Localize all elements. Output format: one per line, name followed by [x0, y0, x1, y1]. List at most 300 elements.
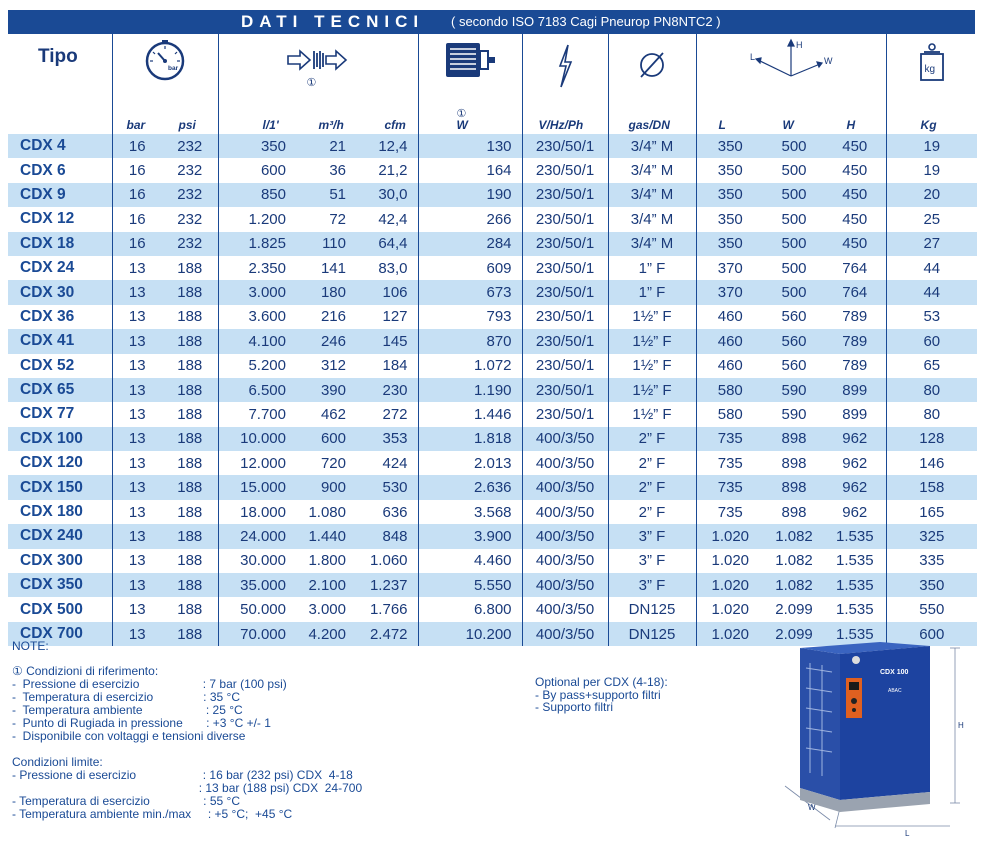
- note-line: : 13 bar (188 psi) CDX 24-700: [12, 781, 363, 795]
- cell-width: 500: [764, 280, 824, 304]
- cell-width: 500: [764, 134, 824, 158]
- cell-width: 590: [764, 402, 824, 426]
- cell-bar: 16: [112, 134, 162, 158]
- cell-width: 1.082: [764, 549, 824, 573]
- cell-power-w: 1.072: [418, 354, 522, 378]
- cell-power-w: 164: [418, 158, 522, 182]
- cell-model: CDX 4: [8, 134, 112, 158]
- header-row: [8, 34, 977, 134]
- cell-flow-lmin: 7.700: [218, 402, 296, 426]
- cell-weight: 19: [886, 134, 977, 158]
- cell-flow-m3h: 36: [296, 158, 356, 182]
- tipo-header: Tipo: [38, 46, 78, 67]
- cell-model: CDX 52: [8, 354, 112, 378]
- cell-gas-connection: 3/4” M: [608, 183, 696, 207]
- cell-psi: 188: [162, 329, 218, 353]
- cell-voltage: 230/50/1: [522, 134, 608, 158]
- cell-bar: 13: [112, 451, 162, 475]
- cell-model: CDX 6: [8, 158, 112, 182]
- table-body: [8, 134, 977, 646]
- note-line: - Punto di Rugiada in pressione : +3 °C +/- 1: [12, 716, 271, 730]
- cell-flow-cfm: 1.237: [356, 573, 418, 597]
- cell-gas-connection: 3” F: [608, 573, 696, 597]
- cell-bar: 16: [112, 207, 162, 231]
- cell-weight: 80: [886, 402, 977, 426]
- cell-flow-cfm: 83,0: [356, 256, 418, 280]
- cell-width: 898: [764, 451, 824, 475]
- table-row: [8, 232, 977, 256]
- cell-voltage: 230/50/1: [522, 158, 608, 182]
- cell-length: 1.020: [696, 622, 764, 646]
- cell-model: CDX 24: [8, 256, 112, 280]
- table-row: [8, 280, 977, 304]
- cell-flow-cfm: 230: [356, 378, 418, 402]
- cell-gas-connection: 2” F: [608, 475, 696, 499]
- cell-voltage: 230/50/1: [522, 183, 608, 207]
- diameter-icon: [609, 50, 696, 85]
- cell-weight: 65: [886, 354, 977, 378]
- cell-psi: 232: [162, 183, 218, 207]
- electric-bolt-icon: [523, 44, 608, 93]
- cell-height: 962: [824, 427, 886, 451]
- cell-model: CDX 240: [8, 524, 112, 548]
- cell-length: 1.020: [696, 524, 764, 548]
- cell-flow-lmin: 3.600: [218, 305, 296, 329]
- cell-weight: 165: [886, 500, 977, 524]
- cell-voltage: 400/3/50: [522, 427, 608, 451]
- cell-flow-cfm: 127: [356, 305, 418, 329]
- cell-gas-connection: 1½” F: [608, 329, 696, 353]
- cell-psi: 188: [162, 475, 218, 499]
- unit-gas: gas/DN: [628, 118, 670, 132]
- table-title: DATI TECNICI: [241, 12, 425, 31]
- reference-mark-flow: ①: [306, 77, 317, 89]
- cell-model: CDX 120: [8, 451, 112, 475]
- cell-weight: 60: [886, 329, 977, 353]
- cell-flow-lmin: 1.200: [218, 207, 296, 231]
- cell-power-w: 793: [418, 305, 522, 329]
- cell-weight: 146: [886, 451, 977, 475]
- cell-width: 500: [764, 158, 824, 182]
- cell-width: 1.082: [764, 573, 824, 597]
- cell-power-w: 4.460: [418, 549, 522, 573]
- cell-flow-m3h: 180: [296, 280, 356, 304]
- cell-weight: 27: [886, 232, 977, 256]
- cell-flow-m3h: 1.080: [296, 500, 356, 524]
- cell-flow-cfm: 145: [356, 329, 418, 353]
- cell-psi: 188: [162, 305, 218, 329]
- cell-voltage: 400/3/50: [522, 524, 608, 548]
- cell-height: 764: [824, 280, 886, 304]
- cell-weight: 350: [886, 573, 977, 597]
- cell-flow-lmin: 10.000: [218, 427, 296, 451]
- cell-power-w: 3.568: [418, 500, 522, 524]
- cell-width: 590: [764, 378, 824, 402]
- cell-length: 460: [696, 329, 764, 353]
- cell-flow-m3h: 312: [296, 354, 356, 378]
- table-row: [8, 183, 977, 207]
- cell-model: CDX 700: [8, 622, 112, 646]
- cell-psi: 232: [162, 207, 218, 231]
- cell-weight: 158: [886, 475, 977, 499]
- svg-text:H: H: [796, 40, 803, 50]
- cell-weight: 550: [886, 597, 977, 621]
- optional-line: Optional per CDX (4-18):: [535, 675, 668, 689]
- cell-length: 735: [696, 427, 764, 451]
- cell-height: 1.535: [824, 524, 886, 548]
- cell-psi: 188: [162, 597, 218, 621]
- cell-flow-cfm: 42,4: [356, 207, 418, 231]
- table-row: [8, 207, 977, 231]
- cell-psi: 188: [162, 451, 218, 475]
- air-flow-icon: [219, 48, 418, 77]
- unit-bar: bar: [126, 118, 146, 132]
- cell-length: 460: [696, 354, 764, 378]
- cell-height: 764: [824, 256, 886, 280]
- cell-flow-cfm: 272: [356, 402, 418, 426]
- cell-height: 450: [824, 183, 886, 207]
- unit-lmin: l/1': [262, 118, 279, 132]
- cell-model: CDX 9: [8, 183, 112, 207]
- cell-length: 735: [696, 451, 764, 475]
- svg-text:L: L: [750, 52, 756, 62]
- unit-kg: Kg: [920, 118, 937, 132]
- svg-text:kg: kg: [924, 64, 935, 75]
- unit-Wd: W: [782, 118, 794, 132]
- cell-power-w: 1.818: [418, 427, 522, 451]
- cell-power-w: 673: [418, 280, 522, 304]
- cell-flow-m3h: 2.100: [296, 573, 356, 597]
- cell-height: 789: [824, 305, 886, 329]
- cell-power-w: 284: [418, 232, 522, 256]
- cell-flow-m3h: 110: [296, 232, 356, 256]
- machine-model-label: CDX 100: [880, 669, 909, 676]
- cell-voltage: 230/50/1: [522, 305, 608, 329]
- motor-icon: [419, 42, 522, 83]
- cell-flow-cfm: 636: [356, 500, 418, 524]
- cell-model: CDX 500: [8, 597, 112, 621]
- cell-model: CDX 77: [8, 402, 112, 426]
- cell-gas-connection: 3/4” M: [608, 232, 696, 256]
- table-row: [8, 256, 977, 280]
- table-row: [8, 158, 977, 182]
- cell-psi: 232: [162, 232, 218, 256]
- cell-gas-connection: 1½” F: [608, 354, 696, 378]
- cell-bar: 13: [112, 549, 162, 573]
- cell-flow-lmin: 1.825: [218, 232, 296, 256]
- cell-flow-m3h: 72: [296, 207, 356, 231]
- technical-data-sheet: [8, 10, 975, 646]
- cell-flow-lmin: 6.500: [218, 378, 296, 402]
- unit-H: H: [846, 118, 856, 132]
- cell-voltage: 400/3/50: [522, 622, 608, 646]
- cell-flow-m3h: 900: [296, 475, 356, 499]
- cell-height: 450: [824, 158, 886, 182]
- cell-flow-cfm: 30,0: [356, 183, 418, 207]
- cell-gas-connection: 3/4” M: [608, 134, 696, 158]
- cell-voltage: 400/3/50: [522, 451, 608, 475]
- cell-length: 1.020: [696, 597, 764, 621]
- cell-gas-connection: 3/4” M: [608, 207, 696, 231]
- cell-flow-m3h: 600: [296, 427, 356, 451]
- cell-gas-connection: 1” F: [608, 256, 696, 280]
- cell-length: 1.020: [696, 573, 764, 597]
- cell-flow-cfm: 21,2: [356, 158, 418, 182]
- cell-length: 580: [696, 402, 764, 426]
- cell-model: CDX 30: [8, 280, 112, 304]
- cell-width: 500: [764, 256, 824, 280]
- cell-width: 898: [764, 500, 824, 524]
- cell-flow-m3h: 390: [296, 378, 356, 402]
- cell-flow-lmin: 3.000: [218, 280, 296, 304]
- table-subtitle: ( secondo ISO 7183 Cagi Pneurop PN8NTC2 ): [451, 14, 721, 29]
- cell-voltage: 400/3/50: [522, 597, 608, 621]
- cell-height: 899: [824, 402, 886, 426]
- cell-height: 962: [824, 500, 886, 524]
- cell-weight: 600: [886, 622, 977, 646]
- cell-bar: 13: [112, 475, 162, 499]
- cell-voltage: 230/50/1: [522, 329, 608, 353]
- cell-weight: 128: [886, 427, 977, 451]
- note-line: - Pressione di esercizio : 7 bar (100 psi): [12, 677, 287, 691]
- cell-psi: 188: [162, 524, 218, 548]
- cell-length: 735: [696, 475, 764, 499]
- cell-weight: 19: [886, 158, 977, 182]
- note-line: - Disponibile con voltaggi e tensioni diverse: [12, 729, 246, 743]
- svg-text:bar: bar: [168, 65, 179, 72]
- cell-width: 500: [764, 232, 824, 256]
- cell-flow-m3h: 720: [296, 451, 356, 475]
- cell-bar: 13: [112, 500, 162, 524]
- cell-flow-lmin: 5.200: [218, 354, 296, 378]
- reference-mark-power: ①: [456, 108, 467, 120]
- cell-bar: 16: [112, 158, 162, 182]
- cell-flow-m3h: 462: [296, 402, 356, 426]
- table-row: [8, 597, 977, 621]
- cell-bar: 13: [112, 329, 162, 353]
- note-line: - Temperatura ambiente min./max : +5 °C; +45 °C: [12, 807, 293, 821]
- cell-gas-connection: 2” F: [608, 500, 696, 524]
- cell-model: CDX 150: [8, 475, 112, 499]
- cell-flow-lmin: 35.000: [218, 573, 296, 597]
- cell-power-w: 5.550: [418, 573, 522, 597]
- table-row: [8, 524, 977, 548]
- cell-flow-cfm: 2.472: [356, 622, 418, 646]
- cell-height: 1.535: [824, 622, 886, 646]
- cell-power-w: 870: [418, 329, 522, 353]
- dimension-W-label: W: [808, 803, 816, 812]
- cell-power-w: 190: [418, 183, 522, 207]
- unit-vhz: V/Hz/Ph: [538, 118, 584, 132]
- cell-power-w: 266: [418, 207, 522, 231]
- dimension-L-label: L: [905, 829, 910, 838]
- cell-bar: 13: [112, 378, 162, 402]
- cell-length: 735: [696, 500, 764, 524]
- cell-weight: 44: [886, 280, 977, 304]
- table-row: [8, 549, 977, 573]
- note-line: - Temperatura di esercizio : 35 °C: [12, 690, 240, 704]
- cell-height: 1.535: [824, 597, 886, 621]
- dryer-product-image: [770, 638, 970, 838]
- unit-w: W: [456, 118, 468, 132]
- cell-psi: 188: [162, 402, 218, 426]
- cell-flow-cfm: 353: [356, 427, 418, 451]
- cell-flow-lmin: 600: [218, 158, 296, 182]
- cell-voltage: 230/50/1: [522, 402, 608, 426]
- cell-psi: 188: [162, 549, 218, 573]
- cell-voltage: 400/3/50: [522, 573, 608, 597]
- title-bar: [8, 10, 975, 34]
- dimension-H-label: H: [958, 721, 964, 730]
- cell-height: 1.535: [824, 549, 886, 573]
- cell-flow-cfm: 530: [356, 475, 418, 499]
- cell-flow-lmin: 350: [218, 134, 296, 158]
- notes-lines: [12, 665, 362, 821]
- cell-psi: 188: [162, 427, 218, 451]
- cell-height: 1.535: [824, 573, 886, 597]
- cell-gas-connection: 3/4” M: [608, 158, 696, 182]
- pressure-gauge-icon: [113, 40, 218, 87]
- unit-cfm: cfm: [384, 118, 406, 132]
- cell-height: 450: [824, 207, 886, 231]
- cell-weight: 335: [886, 549, 977, 573]
- cell-bar: 13: [112, 597, 162, 621]
- cell-flow-cfm: 64,4: [356, 232, 418, 256]
- cell-bar: 13: [112, 354, 162, 378]
- cell-flow-lmin: 30.000: [218, 549, 296, 573]
- cell-power-w: 2.013: [418, 451, 522, 475]
- note-line: - Temperatura di esercizio : 55 °C: [12, 794, 240, 808]
- optional-line: - By pass+supporto filtri: [535, 687, 661, 702]
- cell-height: 789: [824, 329, 886, 353]
- cell-gas-connection: 3” F: [608, 549, 696, 573]
- optional-line: - Supporto filtri: [535, 700, 614, 714]
- cell-gas-connection: 2” F: [608, 427, 696, 451]
- cell-voltage: 230/50/1: [522, 232, 608, 256]
- cell-psi: 188: [162, 500, 218, 524]
- cell-voltage: 230/50/1: [522, 256, 608, 280]
- cell-flow-cfm: 1.060: [356, 549, 418, 573]
- cell-flow-lmin: 12.000: [218, 451, 296, 475]
- cell-width: 560: [764, 305, 824, 329]
- notes-heading: NOTE:: [12, 639, 49, 653]
- optional-block: [535, 676, 668, 714]
- cell-power-w: 609: [418, 256, 522, 280]
- table-row: [8, 378, 977, 402]
- cell-weight: 53: [886, 305, 977, 329]
- table-row: [8, 329, 977, 353]
- cell-voltage: 230/50/1: [522, 354, 608, 378]
- cell-flow-cfm: 1.766: [356, 597, 418, 621]
- cell-power-w: 1.190: [418, 378, 522, 402]
- table-row: [8, 427, 977, 451]
- cell-gas-connection: 1” F: [608, 280, 696, 304]
- cell-weight: 80: [886, 378, 977, 402]
- note-line: - Temperatura ambiente : 25 °C: [12, 703, 243, 717]
- cell-model: CDX 100: [8, 427, 112, 451]
- unit-L: L: [718, 118, 726, 132]
- cell-bar: 13: [112, 524, 162, 548]
- cell-bar: 13: [112, 402, 162, 426]
- cell-flow-m3h: 141: [296, 256, 356, 280]
- cell-height: 450: [824, 232, 886, 256]
- machine-brand-label: ABAC: [888, 688, 902, 694]
- cell-flow-lmin: 850: [218, 183, 296, 207]
- table-row: [8, 573, 977, 597]
- cell-voltage: 230/50/1: [522, 280, 608, 304]
- cell-height: 450: [824, 134, 886, 158]
- cell-flow-lmin: 15.000: [218, 475, 296, 499]
- cell-flow-m3h: 3.000: [296, 597, 356, 621]
- table-row: [8, 451, 977, 475]
- table-row: [8, 354, 977, 378]
- table-row: [8, 475, 977, 499]
- table-row: [8, 305, 977, 329]
- cell-gas-connection: DN125: [608, 622, 696, 646]
- cell-model: CDX 300: [8, 549, 112, 573]
- svg-text:W: W: [824, 56, 833, 66]
- unit-psi: psi: [178, 118, 196, 132]
- cell-bar: 16: [112, 183, 162, 207]
- cell-height: 899: [824, 378, 886, 402]
- cell-power-w: 1.446: [418, 402, 522, 426]
- cell-bar: 13: [112, 427, 162, 451]
- cell-length: 350: [696, 232, 764, 256]
- cell-width: 560: [764, 329, 824, 353]
- cell-bar: 13: [112, 573, 162, 597]
- cell-width: 2.099: [764, 597, 824, 621]
- cell-length: 370: [696, 256, 764, 280]
- unit-m3h: m³/h: [318, 118, 344, 132]
- cell-flow-lmin: 50.000: [218, 597, 296, 621]
- cell-weight: 20: [886, 183, 977, 207]
- cell-length: 370: [696, 280, 764, 304]
- cell-gas-connection: 1½” F: [608, 305, 696, 329]
- cell-flow-lmin: 70.000: [218, 622, 296, 646]
- notes-block: [12, 640, 362, 821]
- cell-power-w: 6.800: [418, 597, 522, 621]
- table-row: [8, 500, 977, 524]
- cell-model: CDX 12: [8, 207, 112, 231]
- cell-length: 350: [696, 134, 764, 158]
- cell-model: CDX 180: [8, 500, 112, 524]
- table-row: [8, 134, 977, 158]
- cell-psi: 188: [162, 280, 218, 304]
- cell-gas-connection: 1½” F: [608, 378, 696, 402]
- cell-flow-cfm: 424: [356, 451, 418, 475]
- cell-psi: 188: [162, 622, 218, 646]
- table-row: [8, 402, 977, 426]
- cell-voltage: 400/3/50: [522, 475, 608, 499]
- cell-width: 2.099: [764, 622, 824, 646]
- cell-width: 898: [764, 427, 824, 451]
- cell-model: CDX 36: [8, 305, 112, 329]
- cell-power-w: 130: [418, 134, 522, 158]
- cell-weight: 325: [886, 524, 977, 548]
- cell-flow-cfm: 12,4: [356, 134, 418, 158]
- cell-gas-connection: 2” F: [608, 451, 696, 475]
- cell-length: 350: [696, 158, 764, 182]
- cell-voltage: 230/50/1: [522, 378, 608, 402]
- cell-gas-connection: 3” F: [608, 524, 696, 548]
- cell-length: 580: [696, 378, 764, 402]
- cell-bar: 13: [112, 256, 162, 280]
- cell-flow-cfm: 848: [356, 524, 418, 548]
- cell-flow-m3h: 1.800: [296, 549, 356, 573]
- cell-model: CDX 41: [8, 329, 112, 353]
- cell-weight: 25: [886, 207, 977, 231]
- cell-flow-lmin: 18.000: [218, 500, 296, 524]
